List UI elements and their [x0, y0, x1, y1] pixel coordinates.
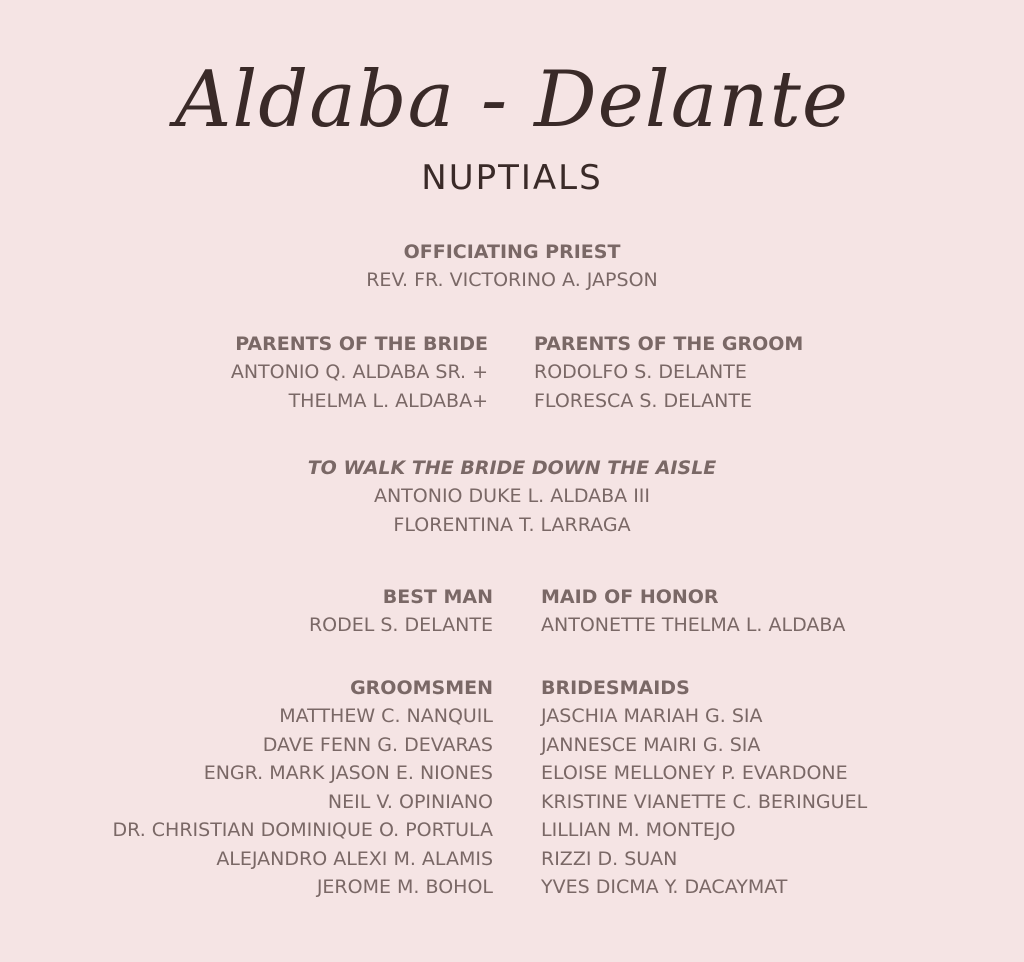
- parents-bride-section: [231, 330, 488, 415]
- parents-groom-section: [534, 330, 803, 415]
- list-item: ANTONIO DUKE L. ALDABA III: [373, 485, 651, 507]
- parents-bride-heading: PARENTS OF THE BRIDE: [235, 333, 488, 355]
- groomsmen-heading: GROOMSMEN: [350, 677, 493, 699]
- maid-of-honor-section: [541, 583, 845, 640]
- list-item: YVES DICMA Y. DACAYMAT: [541, 876, 788, 898]
- bridesmaids-heading: BRIDESMAIDS: [541, 677, 690, 699]
- list-item: JEROME M. BOHOL: [316, 876, 493, 898]
- list-item: THELMA L. ALDABA+: [288, 389, 488, 412]
- walk-bride-section: [0, 454, 1024, 539]
- best-man-section: [309, 583, 493, 640]
- maid-of-honor-name: ANTONETTE THELMA L. ALDABA: [541, 614, 846, 636]
- parents-groom-heading: PARENTS OF THE GROOM: [534, 333, 804, 355]
- best-man-name: RODEL S. DELANTE: [308, 614, 493, 636]
- officiating-heading: OFFICIATING PRIEST: [403, 241, 621, 263]
- list-item: ANTONIO Q. ALDABA SR. +: [230, 361, 488, 383]
- list-item: DAVE FENN G. DEVARAS: [262, 733, 493, 756]
- list-item: JANNESCE MAIRI G. SIA: [541, 733, 761, 756]
- list-item: RODOLFO S. DELANTE: [534, 361, 747, 383]
- groomsmen-section: [113, 674, 493, 902]
- list-item: RIZZI D. SUAN: [541, 847, 678, 870]
- list-item: DR. CHRISTIAN DOMINIQUE O. PORTULA: [112, 819, 493, 841]
- nuptials-subtitle: NUPTIALS: [421, 158, 603, 198]
- list-item: FLORENTINA T. LARRAGA: [393, 513, 631, 536]
- list-item: MATTHEW C. NANQUIL: [279, 705, 493, 727]
- list-item: ALEJANDRO ALEXI M. ALAMIS: [216, 847, 493, 870]
- bridesmaids-section: [541, 674, 867, 902]
- maid-of-honor-heading: MAID OF HONOR: [541, 586, 719, 608]
- officiating-name: REV. FR. VICTORINO A. JAPSON: [366, 269, 658, 291]
- list-item: LILLIAN M. MONTEJO: [541, 819, 736, 841]
- list-item: JASCHIA MARIAH G. SIA: [541, 705, 763, 727]
- list-item: NEIL V. OPINIANO: [327, 790, 493, 813]
- list-item: FLORESCA S. DELANTE: [534, 389, 752, 412]
- list-item: ELOISE MELLONEY P. EVARDONE: [541, 762, 848, 784]
- officiating-section: [0, 238, 1024, 295]
- list-item: KRISTINE VIANETTE C. BERINGUEL: [541, 790, 868, 813]
- best-man-heading: BEST MAN: [382, 586, 493, 608]
- walk-bride-heading: TO WALK THE BRIDE DOWN THE AISLE: [307, 457, 717, 479]
- couple-names-title: Aldaba - Delante: [175, 55, 849, 145]
- list-item: ENGR. MARK JASON E. NIONES: [203, 762, 493, 784]
